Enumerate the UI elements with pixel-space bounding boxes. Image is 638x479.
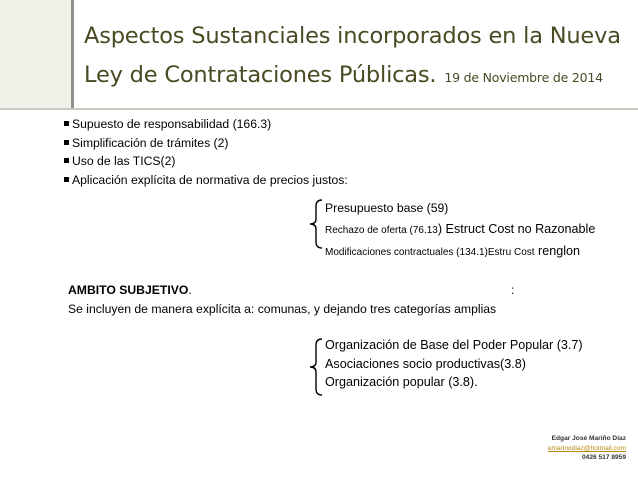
slide-title-line-1: Aspectos Sustanciales incorporados en la Nueva [84, 23, 621, 49]
ambito-period: . [188, 283, 192, 297]
square-bullet-icon [64, 158, 69, 163]
author-signature [548, 434, 626, 463]
bullet-text: Uso de las TICS(2) [72, 154, 176, 169]
precios-item-large: renglon [534, 244, 581, 258]
categories-group [325, 336, 583, 392]
left-brace-icon [308, 337, 324, 397]
precios-item-small: Rechazo de oferta (76.13 [325, 225, 438, 236]
bullet-item [64, 134, 348, 153]
precios-item: Presupuesto base (59) [325, 201, 449, 215]
precios-item [325, 241, 595, 263]
bullet-item [64, 171, 348, 190]
category-item: Organización de Base del Poder Popular (3.7) [325, 338, 583, 352]
bullet-text: Aplicación explícita de normativa de precios justos: [72, 172, 348, 187]
precios-item-large: ) Estruct Cost no Razonable [437, 222, 596, 236]
square-bullet-icon [64, 177, 69, 182]
title-panel [74, 0, 638, 108]
author-name: Edgar José Mariño Díaz [551, 435, 626, 442]
bullet-text: Simplificación de trámites (2) [72, 135, 229, 150]
ambito-label: AMBITO SUBJETIVO [68, 283, 189, 297]
square-bullet-icon [64, 121, 69, 126]
bullet-item [64, 115, 348, 134]
category-item: Asociaciones socio productivas(3.8) [325, 356, 526, 371]
ambito-colon: : [511, 283, 515, 297]
bullet-text: Supuesto de responsabilidad (166.3) [72, 117, 272, 131]
square-bullet-icon [64, 140, 69, 145]
ambito-scope-text: Se incluyen de manera explícita a: comunas, y dejando tres categorías amplias [68, 302, 497, 316]
slide-title-line-2 [84, 62, 603, 88]
author-phone: 0426 517 8959 [581, 454, 626, 462]
author-email-link[interactable]: emarinodiaz@hotmail.com [547, 444, 626, 452]
precios-item [325, 219, 595, 241]
bullet-list [64, 115, 348, 189]
category-item: Organización popular (3.8). [325, 375, 478, 390]
header-horizontal-rule [0, 108, 638, 110]
slide-date: 19 de Noviembre de 2014 [444, 70, 603, 85]
precios-item-small: Modificaciones contractuales (134.1)Estru Cost [325, 247, 535, 258]
bullet-item [64, 152, 348, 171]
left-brace-icon [308, 198, 324, 250]
header-left-band [0, 0, 71, 108]
slide-title-text: Ley de Contrataciones Públicas. [84, 62, 437, 88]
ambito-heading [68, 283, 192, 297]
precios-group [325, 198, 595, 263]
